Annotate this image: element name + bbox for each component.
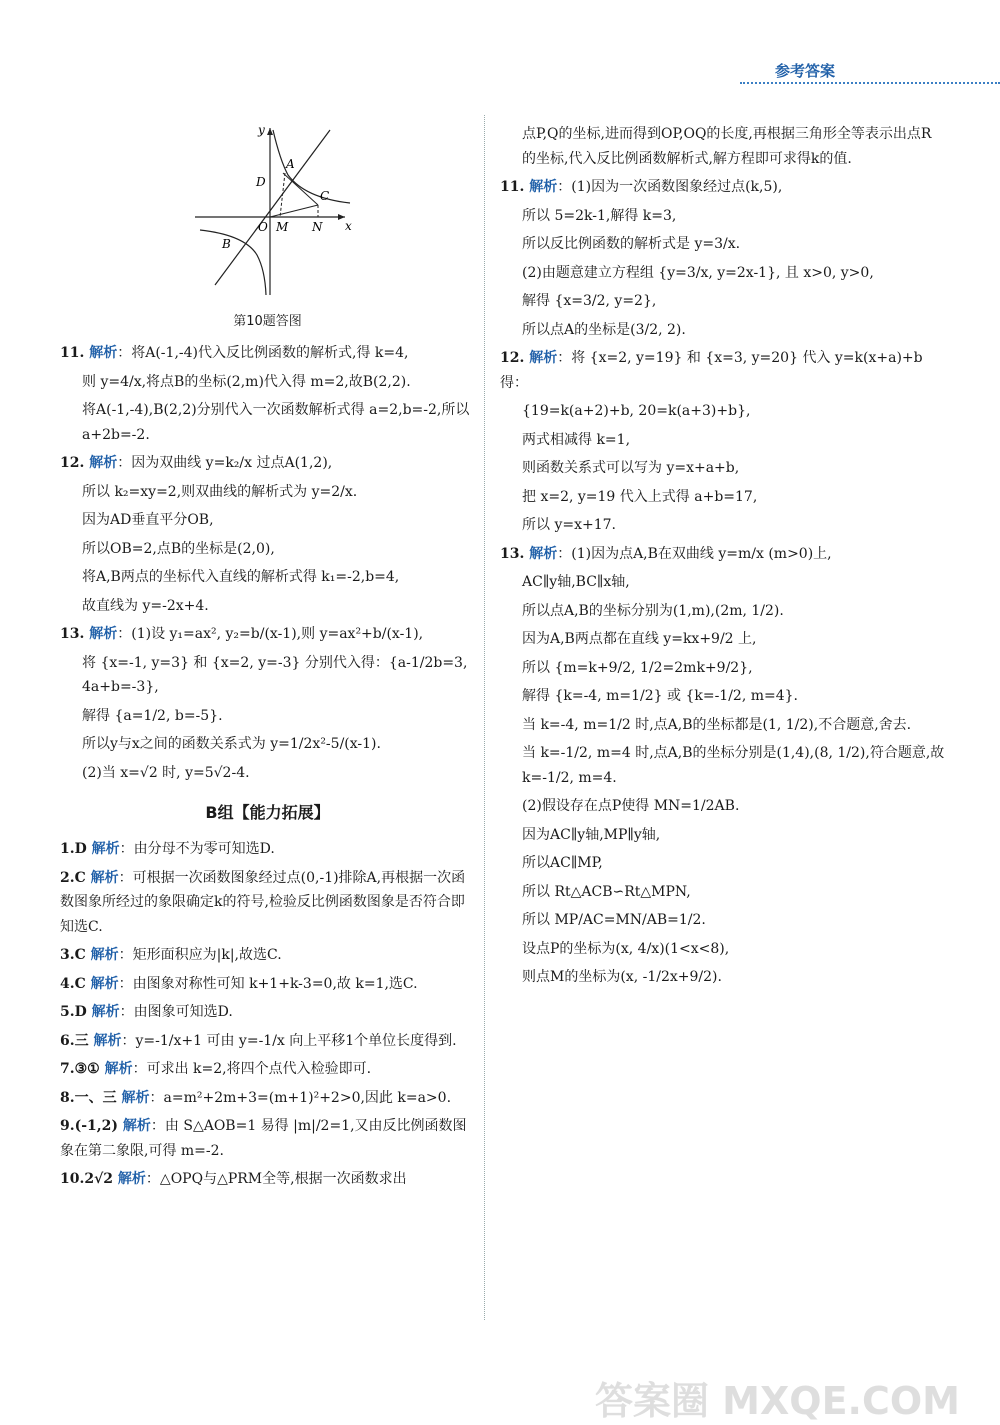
solution-line bbox=[500, 599, 945, 624]
solution-text: ：由图象可知选D. bbox=[119, 1004, 233, 1021]
problem-number: 4.C bbox=[60, 975, 91, 992]
solution-line bbox=[60, 1167, 475, 1192]
right-solutions bbox=[500, 122, 949, 990]
analysis-tag: 解析 bbox=[529, 179, 558, 195]
solution-text: ：(1)设 y₁=ax², y₂=b/(x-1),则 y=ax²+b/(x-1), bbox=[117, 626, 424, 643]
solution-line bbox=[500, 232, 945, 257]
solution-text: ：由分母不为零可知选D. bbox=[119, 841, 275, 858]
solution-line bbox=[60, 1029, 475, 1054]
solution-text: (2)当 x=√2 时, y=5√2-4. bbox=[82, 764, 250, 781]
solution-text: 所以 5=2k-1,解得 k=3, bbox=[522, 207, 677, 224]
problem-number: 7.③① bbox=[60, 1061, 105, 1078]
group-b-solutions bbox=[60, 837, 475, 1192]
solution-line bbox=[500, 485, 945, 510]
solution-text: ：由图象对称性可知 k+1+k-3=0,故 k=1,选C. bbox=[118, 975, 418, 992]
section-title: B组【能力拓展】 bbox=[205, 803, 330, 823]
solution-text: 当 k=-4, m=1/2 时,点A,B的坐标都是(1, 1/2),不合题意,舍去. bbox=[522, 716, 912, 733]
solution-line bbox=[60, 451, 475, 476]
svg-text:B: B bbox=[222, 237, 231, 251]
solution-text: ：由 S△AOB=1 易得 |m|/2=1,又由反比例函数图象在第二象限,可得 m=-2. bbox=[60, 1118, 467, 1159]
analysis-tag: 解析 bbox=[91, 841, 120, 858]
solution-text: ：可根据一次函数图象经过点(0,-1)排除A,再根据一次函数图象所经过的象限确定k的符号,检验反比例函数图象是否符合即知选C. bbox=[60, 869, 466, 935]
solution-text: ：将 {x=2, y=19} 和 {x=3, y=20} 代入 y=k(x+a)+b 得： bbox=[500, 350, 928, 391]
solution-text: 所以反比例函数的解析式是 y=3/x. bbox=[522, 236, 741, 252]
solution-line bbox=[500, 741, 949, 790]
solution-text: ：(1)因为一次函数图象经过点(k,5), bbox=[557, 179, 783, 195]
solution-line bbox=[500, 513, 945, 538]
solution-line bbox=[60, 480, 475, 505]
svg-text:D: D bbox=[256, 175, 266, 189]
solution-text: 所以 {m=k+9/2, 1/2=2mk+9/2}, bbox=[522, 659, 753, 676]
solution-text: ：可求出 k=2,将四个点代入检验即可. bbox=[132, 1061, 372, 1078]
solution-text: ：y=-1/x+1 可由 y=-1/x 向上平移1个单位长度得到. bbox=[121, 1032, 457, 1049]
solution-line bbox=[60, 594, 475, 619]
solution-text: 所以点A,B的坐标分别为(1,m),(2m, 1/2). bbox=[522, 602, 784, 619]
solution-text: 所以AC∥MP, bbox=[522, 855, 603, 871]
solution-line bbox=[500, 456, 945, 481]
svg-text:C: C bbox=[320, 189, 330, 203]
solution-line bbox=[500, 880, 945, 905]
left-solutions bbox=[60, 341, 475, 785]
page-header: 参考答案 bbox=[774, 62, 835, 80]
solution-line bbox=[60, 761, 475, 786]
solution-line bbox=[60, 972, 475, 997]
problem-number: 6.三 bbox=[60, 1032, 94, 1049]
analysis-tag: 解析 bbox=[121, 1089, 150, 1106]
analysis-tag: 解析 bbox=[91, 1004, 120, 1021]
solution-text: 将A(-1,-4),B(2,2)分别代入一次函数解析式得 a=2,b=-2,所以 a+2b=-2. bbox=[82, 402, 474, 443]
svg-text:N: N bbox=[312, 220, 323, 234]
solution-line bbox=[500, 794, 945, 819]
header-rule bbox=[740, 82, 1000, 84]
solution-line bbox=[500, 684, 945, 709]
problem-number: 2.C bbox=[60, 869, 91, 886]
solution-line bbox=[60, 866, 475, 940]
column-divider bbox=[484, 115, 485, 1320]
solution-text: (2)由题意建立方程组 {y=3/x, y=2x-1}, 且 x>0, y>0, bbox=[522, 264, 874, 281]
figure-10-graph bbox=[60, 120, 475, 300]
solution-line bbox=[500, 937, 945, 962]
solution-text: 所以 k₂=xy=2,则双曲线的解析式为 y=2/x. bbox=[82, 483, 358, 500]
solution-line bbox=[60, 565, 475, 590]
solution-text: 所以y与x之间的函数关系式为 y=1/2x²-5/(x-1). bbox=[82, 736, 381, 753]
solution-line bbox=[500, 627, 945, 652]
solution-text: 所以 Rt△ACB∽Rt△MPN, bbox=[522, 883, 691, 900]
solution-line bbox=[60, 704, 475, 729]
solution-line bbox=[500, 908, 945, 933]
solution-line bbox=[60, 537, 475, 562]
problem-number: 3.C bbox=[60, 947, 91, 964]
solution-text: ：因为双曲线 y=k₂/x 过点A(1,2), bbox=[117, 455, 333, 472]
solution-text: 设点P的坐标为(x, 4/x)(1<x<8), bbox=[522, 940, 730, 957]
solution-text: AC∥y轴,BC∥x轴, bbox=[522, 574, 630, 590]
solution-line bbox=[500, 261, 945, 286]
solution-line bbox=[500, 713, 945, 738]
solution-text: ：(1)因为点A,B在双曲线 y=m/x (m>0)上, bbox=[557, 545, 832, 562]
solution-text: 两式相减得 k=1, bbox=[522, 431, 631, 448]
watermark: 答案圈 MXQE.COM bbox=[594, 1379, 960, 1423]
solution-line bbox=[500, 318, 945, 343]
solution-line bbox=[500, 823, 945, 848]
solution-text: (2)假设存在点P使得 MN=1/2AB. bbox=[522, 798, 740, 814]
problem-number: 13. bbox=[500, 545, 530, 562]
solution-line bbox=[60, 1000, 475, 1025]
problem-number: 11. bbox=[60, 345, 90, 362]
solution-line bbox=[60, 732, 475, 757]
solution-line bbox=[500, 289, 945, 314]
solution-line bbox=[60, 837, 475, 862]
problem-number: 1.D bbox=[60, 841, 92, 858]
problem-number: 12. bbox=[60, 455, 90, 472]
analysis-tag: 解析 bbox=[89, 345, 118, 362]
analysis-tag: 解析 bbox=[104, 1061, 133, 1078]
axis-y-label: y bbox=[258, 123, 265, 137]
solution-text: 则点M的坐标为(x, -1/2x+9/2). bbox=[522, 969, 722, 985]
solution-line bbox=[60, 943, 475, 968]
solution-text: {19=k(a+2)+b, 20=k(a+3)+b}, bbox=[522, 403, 751, 419]
solution-line bbox=[60, 370, 475, 395]
solution-line bbox=[60, 341, 475, 366]
solution-line bbox=[60, 398, 475, 447]
axis-x-label: x bbox=[345, 219, 352, 233]
solution-text: 所以OB=2,点B的坐标是(2,0), bbox=[82, 540, 275, 557]
analysis-tag: 解析 bbox=[89, 455, 118, 472]
analysis-tag: 解析 bbox=[117, 1171, 146, 1188]
solution-text: 所以 y=x+17. bbox=[522, 517, 616, 533]
analysis-tag: 解析 bbox=[529, 545, 558, 562]
solution-text: 解得 {a=1/2, b=-5}. bbox=[82, 707, 223, 724]
solution-text: 因为AD垂直平分OB, bbox=[82, 512, 214, 529]
svg-text:O: O bbox=[258, 220, 268, 234]
solution-line bbox=[60, 1086, 475, 1111]
solution-line bbox=[60, 1114, 475, 1163]
svg-text:M: M bbox=[276, 220, 289, 234]
svg-text:A: A bbox=[286, 157, 295, 171]
problem-number: 11. bbox=[500, 179, 530, 195]
solution-line bbox=[500, 346, 945, 395]
solution-line bbox=[60, 622, 475, 647]
problem-number: 12. bbox=[500, 350, 530, 366]
solution-line bbox=[60, 508, 475, 533]
solution-line bbox=[500, 175, 945, 200]
solution-text: 则函数关系式可以写为 y=x+a+b, bbox=[522, 460, 740, 476]
solution-line bbox=[500, 122, 945, 171]
solution-line bbox=[500, 965, 945, 990]
solution-text: 因为A,B两点都在直线 y=kx+9/2 上, bbox=[522, 631, 757, 647]
solution-text: 点P,Q的坐标,进而得到OP,OQ的长度,再根据三角形全等表示出点R的坐标,代入反比例函数解析式,解方程即可求得k的值. bbox=[522, 126, 932, 167]
solution-line bbox=[500, 570, 945, 595]
problem-number: 10.2√2 bbox=[60, 1171, 118, 1188]
solution-line bbox=[500, 656, 945, 681]
solution-text: 当 k=-1/2, m=4 时,点A,B的坐标分别是(1,4),(8, 1/2),符合题意,故 k=-1/2, m=4. bbox=[522, 745, 949, 786]
analysis-tag: 解析 bbox=[122, 1118, 151, 1135]
left-column bbox=[60, 120, 475, 1196]
analysis-tag: 解析 bbox=[90, 947, 119, 964]
solution-text: ：a=m²+2m+3=(m+1)²+2>0,因此 k=a>0. bbox=[149, 1089, 452, 1106]
solution-text: 因为AC∥y轴,MP∥y轴, bbox=[522, 826, 661, 843]
solution-line bbox=[500, 399, 945, 424]
problem-number: 8.一、三 bbox=[60, 1089, 122, 1106]
analysis-tag: 解析 bbox=[89, 626, 118, 643]
solution-text: 所以点A的坐标是(3/2, 2). bbox=[522, 321, 686, 338]
analysis-tag: 解析 bbox=[90, 869, 119, 886]
solution-text: 解得 {x=3/2, y=2}, bbox=[522, 293, 657, 309]
figure-caption: 第10题答图 bbox=[233, 313, 302, 329]
problem-number: 5.D bbox=[60, 1004, 92, 1021]
solution-line bbox=[60, 651, 475, 700]
solution-text: 将A,B两点的坐标代入直线的解析式得 k₁=-2,b=4, bbox=[82, 569, 400, 586]
analysis-tag: 解析 bbox=[90, 975, 119, 992]
solution-text: ：矩形面积应为|k|,故选C. bbox=[118, 947, 282, 964]
solution-text: 把 x=2, y=19 代入上式得 a+b=17, bbox=[522, 488, 758, 505]
analysis-tag: 解析 bbox=[93, 1032, 122, 1049]
problem-number: 13. bbox=[60, 626, 90, 643]
solution-line bbox=[500, 851, 945, 876]
solution-text: 故直线为 y=-2x+4. bbox=[82, 597, 209, 614]
solution-text: 解得 {k=-4, m=1/2} 或 {k=-1/2, m=4}. bbox=[522, 688, 799, 704]
solution-text: 则 y=4/x,将点B的坐标(2,m)代入得 m=2,故B(2,2). bbox=[82, 373, 411, 390]
solution-text: 所以 MP/AC=MN/AB=1/2. bbox=[522, 912, 706, 928]
solution-line bbox=[60, 1057, 475, 1082]
right-column bbox=[500, 122, 949, 994]
solution-line bbox=[500, 428, 945, 453]
solution-text: 将 {x=-1, y=3} 和 {x=2, y=-3} 分别代入得：{a-1/2b=3, 4a+b=-3}, bbox=[82, 654, 472, 696]
solution-line bbox=[500, 542, 945, 567]
problem-number: 9.(-1,2) bbox=[60, 1118, 123, 1135]
solution-text: ：△OPQ与△PRM全等,根据一次函数求出 bbox=[145, 1171, 407, 1188]
solution-line bbox=[500, 204, 945, 229]
analysis-tag: 解析 bbox=[529, 350, 558, 366]
solution-text: ：将A(-1,-4)代入反比例函数的解析式,得 k=4, bbox=[117, 345, 409, 362]
